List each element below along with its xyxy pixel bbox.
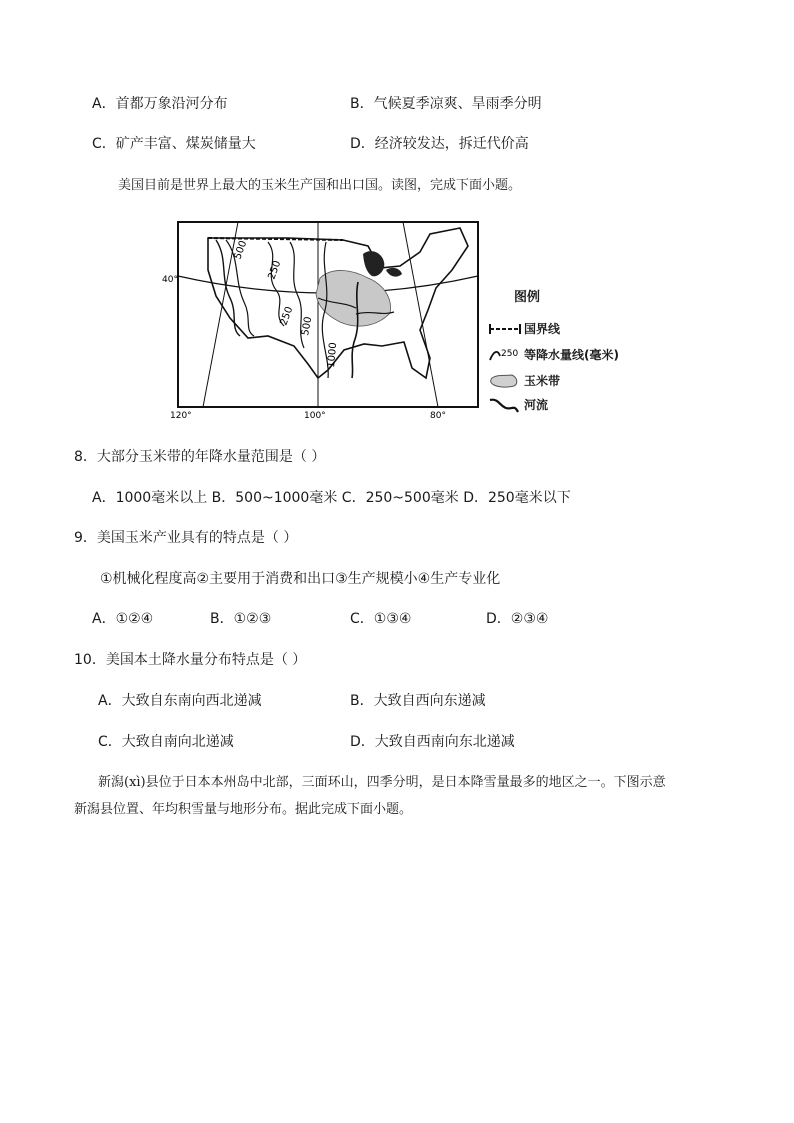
q10-option-b: B．大致自西向东递减 <box>350 693 486 709</box>
q10-stem: 10．美国本土降水量分布特点是（ ） <box>74 652 307 668</box>
river-icon <box>488 396 522 414</box>
national-border <box>208 238 343 240</box>
legend-item-corn-belt <box>488 372 648 390</box>
legend-title: 图例 <box>514 290 541 305</box>
q7-option-a: A．首都万象沿河分布 <box>92 96 228 112</box>
intro-paragraph-niigata-2: 新潟县位置、年均积雪量与地形分布。据此完成下面小题。 <box>74 802 413 817</box>
legend-label-border: 国界线 <box>524 322 561 336</box>
legend-label-corn-belt: 玉米带 <box>524 374 561 388</box>
intro-paragraph-corn: 美国目前是世界上最大的玉米生产国和出口国。读图，完成下面小题。 <box>118 178 522 193</box>
q8-stem: 8．大部分玉米带的年降水量范围是（ ） <box>74 449 326 465</box>
great-lakes <box>363 251 384 276</box>
legend-item-border <box>488 320 648 338</box>
legend-item-river <box>488 396 648 414</box>
legend-label-river: 河流 <box>524 398 549 412</box>
lon-label-100: 100° <box>304 411 326 421</box>
q10-option-a: A．大致自东南向西北递减 <box>98 693 262 709</box>
us-precipitation-map <box>162 218 488 423</box>
lon-label-120: 120° <box>170 411 192 421</box>
q9-statements: ①机械化程度高②主要用于消费和出口③生产规模小④生产专业化 <box>100 571 501 587</box>
isohyet-label-3: 250 <box>278 305 296 328</box>
isohyet-label-4: 500 <box>300 315 315 337</box>
svg-text:250: 250 <box>501 349 519 359</box>
q9-option-a: A．①②④ <box>92 611 154 627</box>
q10-option-c: C．大致自南向北递减 <box>98 734 234 750</box>
legend-label-isohyet: 等降水量线(毫米) <box>524 348 619 362</box>
q7-option-b: B．气候夏季凉爽、旱雨季分明 <box>350 96 542 112</box>
isohyet-label-2: 250 <box>266 259 284 282</box>
lat-label-40: 40° <box>162 275 178 285</box>
q7-option-c: C．矿产丰富、煤炭储量大 <box>92 136 256 152</box>
q8-options: A．1000毫米以上 B．500~1000毫米 C．250~500毫米 D．250毫米以下 <box>92 490 571 506</box>
isohyet-icon <box>488 346 524 364</box>
intro-paragraph-niigata-1: 新潟(xì)县位于日本本州岛中北部，三面环山，四季分明，是日本降雪量最多的地区之一。下图示意 <box>98 775 666 790</box>
lon-label-80: 80° <box>430 411 446 421</box>
isohyet-label-5: 1000 <box>326 341 340 369</box>
q9-option-c: C．①③④ <box>350 611 412 627</box>
q7-option-d: D．经济较发达，拆迁代价高 <box>350 136 529 152</box>
legend-item-isohyet <box>488 346 648 364</box>
isohyet-label-1: 500 <box>232 239 250 262</box>
q9-stem: 9．美国玉米产业具有的特点是（ ） <box>74 530 298 546</box>
q10-option-d: D．大致自西南向东北递减 <box>350 734 515 750</box>
q9-option-b: B．①②③ <box>210 611 272 627</box>
map-figure <box>162 218 488 423</box>
lake-erie <box>386 268 402 277</box>
q9-option-d: D．②③④ <box>486 611 549 627</box>
border-line-icon <box>488 320 522 338</box>
corn-belt-icon <box>488 372 522 390</box>
map-legend <box>488 284 648 414</box>
